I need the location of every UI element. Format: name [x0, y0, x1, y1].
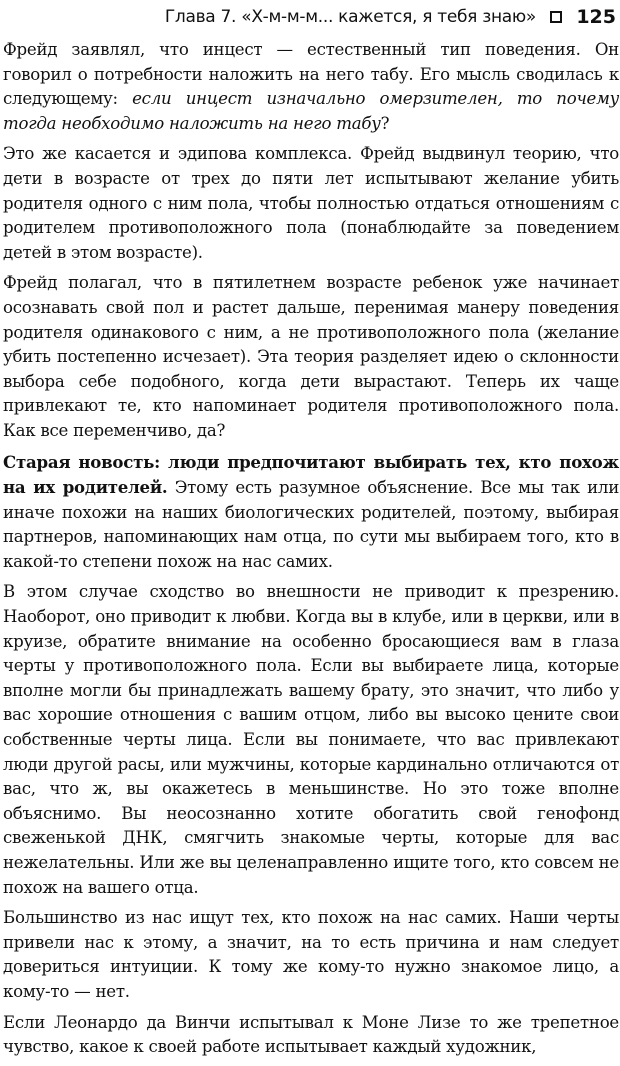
running-header: [0, 2, 616, 32]
paragraph-4-rest: Этому есть разумное объяснение. Все мы так или иначе похожи на наших биологических родителей, поэтому, выбирая партнеров, напоминающих нам отца, по сути мы выбираем того, кто в какой-то степени похож на нас самих.: [3, 478, 620, 571]
paragraph-7: Если Леонардо да Винчи испытывал к Моне Лизе то же трепетное чувство, какое к своей работе испытывает каждый художник,: [3, 1012, 619, 1057]
paragraph-1-start: Фрейд заявлял, что инцест — естественный тип поведения. Он говорил о потребности наложить на него табу. Его мысль сводилась к следующему:: [3, 40, 619, 109]
paragraph-1: [3, 38, 619, 136]
square-bullet-icon: [550, 11, 562, 23]
paragraph-6: Большинство из нас ищут тех, кто похож на нас самих. Наши черты привели нас к этому, а значит, на то есть причина и нам следует довериться интуиции. К тому же кому-то нужно знакомое лицо, а кому-то — нет.: [3, 908, 619, 1001]
paragraph-4: [3, 450, 619, 575]
paragraph-1-italic: если инцест изначально омерзителен, то почему тогда необходимо наложить на него табу: [3, 89, 619, 133]
body-text: [3, 38, 619, 1066]
chapter-title: Глава 7. «Х-м-м-м... кажется, я тебя знаю»: [164, 7, 536, 27]
paragraph-1-end: ?: [380, 113, 390, 133]
paragraph-4-bold-lead: Старая новость: люди предпочитают выбирать тех, кто похож на их родителей.: [3, 451, 619, 498]
page-number: 125: [576, 6, 616, 28]
paragraph-5: В этом случае сходство во внешности не приводит к презрению. Наоборот, оно приводит к любви. Когда вы в клубе, или в церкви, или в круизе, обратите внимание на особенно бросающиеся вам в глаза черты у противоположного пола. Если вы выбираете лица, которые вполне могли бы принадлежать вашему брату, это значит, что либо у вас хорошие отношения с вашим отцом, либо вы высоко цените свои собственные черты лица. Если вы понимаете, что вас привлекают люди другой расы, или мужчины, которые кардинально отличаются от вас, что ж, вы окажетесь в меньшинстве. Но это тоже вполне объяснимо. Вы неосознанно хотите обогатить свой генофонд свеженькой ДНК, смягчить знакомые черты, которые для вас нежелательны. Или же вы целенаправленно ищите того, кто совсем не похож на вашего отца.: [3, 582, 619, 897]
paragraph-2: Это же касается и эдипова комплекса. Фрейд выдвинул теорию, что дети в возрасте от трех до пяти лет испытывают желание убить родителя одного с ним пола, чтобы полностью отдаться отношениям с родителем противоположного пола (понаблюдайте за поведением детей в этом возрасте).: [3, 144, 619, 262]
paragraph-3: Фрейд полагал, что в пятилетнем возрасте ребенок уже начинает осознавать свой пол и растет дальше, перенимая манеру поведения родителя одинакового с ним, а не противоположного пола (желание убить постепенно исчезает). Эта теория разделяет идею о склонности выбора себе подобного, когда дети вырастают. Теперь их чаще привлекают те, кто напоминает родителя противоположного пола. Как все переменчиво, да?: [3, 273, 619, 440]
